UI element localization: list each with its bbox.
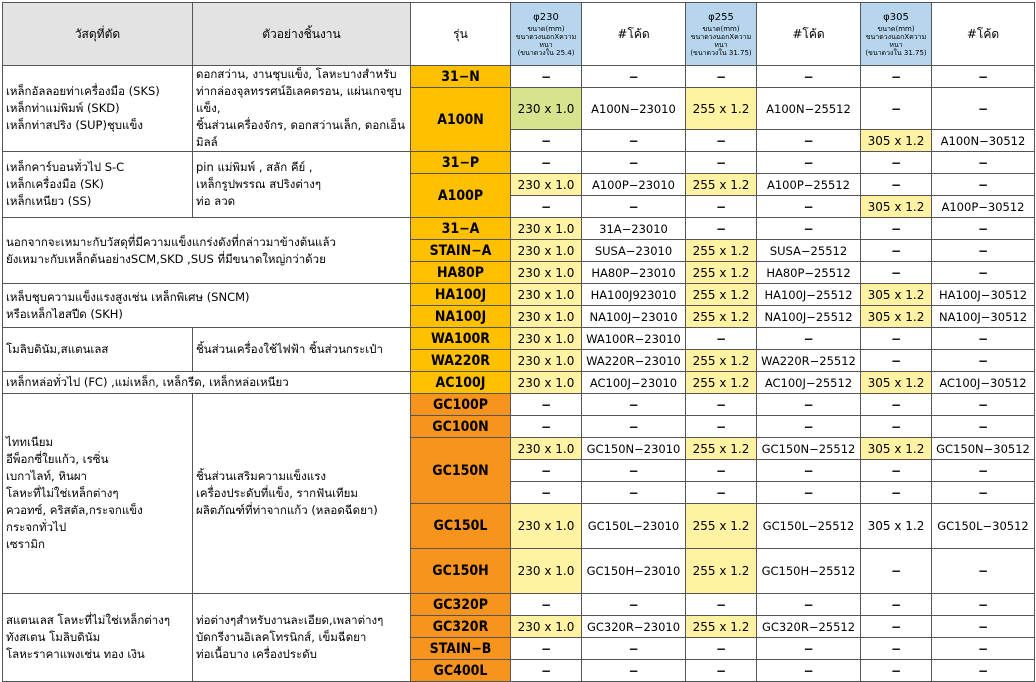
material-cell [3,66,193,152]
material-cell [3,328,193,372]
text-line: หรือเหล็กไฮสปีด (SKH) [6,306,123,321]
text-line: เซรามิก [6,537,45,551]
material-cell [3,372,411,394]
code-cell: AC100J−30512 [932,372,1035,394]
text-line: เหล็กอัลลอยท่าเครื่องมือ (SKS) [6,84,160,98]
code-cell: GC150N−30512 [932,438,1035,460]
size-cell: − [686,328,757,350]
model-cell: GC320P [411,594,511,616]
material-cell [3,152,193,218]
code-cell: NA100J−25512 [757,306,861,328]
code-cell: − [932,152,1035,174]
model-cell: GC150L [411,504,511,549]
size-cell: 255 x 1.2 [686,88,757,130]
size-cell: 230 x 1.0 [511,350,582,372]
code-cell: − [932,262,1035,284]
size-cell: − [861,416,932,438]
code-cell: A100N−25512 [757,88,861,130]
header-example: ตัวอย่างชิ้นงาน [193,3,411,66]
size-cell: − [686,416,757,438]
code-cell: − [757,130,861,152]
header-size-255 [686,3,757,66]
code-cell: − [932,328,1035,350]
text-line: เหล็กท่าสปริง (SUP)ชุบแข็ง [6,118,143,132]
size-cell: − [861,594,932,616]
text-line: โมลิบดินัม,สแตนเลส [6,342,109,356]
size-cell: 255 x 1.2 [686,262,757,284]
text-line: ไททเนียม [6,435,54,449]
header-size-230 [511,3,582,66]
code-cell: A100P−30512 [932,196,1035,218]
size-cell: − [861,218,932,240]
size-cell: − [861,88,932,130]
size-cell: − [686,660,757,682]
code-cell: − [932,482,1035,504]
code-cell: − [932,549,1035,594]
code-cell: GC150L−25512 [757,504,861,549]
code-cell: GC320R−25512 [757,616,861,638]
size-cell: − [511,416,582,438]
code-cell: − [582,394,686,416]
model-cell: A100P [411,174,511,218]
size-cell: 255 x 1.2 [686,284,757,306]
size-cell: 255 x 1.2 [686,174,757,196]
size-cell: 230 x 1.0 [511,372,582,394]
material-cell [3,594,193,682]
size-cell: 230 x 1.0 [511,174,582,196]
header-size-sub: ขนาดวงนอกXความหนา [515,33,577,49]
size-cell: 305 x 1.2 [861,438,932,460]
example-cell [193,594,411,682]
model-cell: GC320R [411,616,511,638]
size-cell: − [861,66,932,88]
size-cell: − [511,196,582,218]
model-cell: GC150N [411,438,511,504]
text-line: เหล็กท่าแม่พิมพ์ (SKD) [6,101,120,115]
text-line: ท่อต่างๆสำหรับงานละเอียด,เพลาต่างๆ [196,613,384,627]
code-cell: − [757,328,861,350]
text-line: นอกจากจะเหมาะกับวัสดุที่มีความแข็งแกร่งดังที่กล่าวมาข้างต้นแล้ว [6,234,336,249]
code-cell: HA80P−23010 [582,262,686,284]
text-line: ดอกสว่าน, งานชุบแข็ง, โลหะบางสำหรับ [196,67,397,81]
size-cell: 305 x 1.2 [861,504,932,549]
model-cell: GC100P [411,394,511,416]
table-row [3,328,1035,350]
size-cell: 230 x 1.0 [511,218,582,240]
size-cell: − [511,594,582,616]
size-cell: − [861,328,932,350]
model-cell: HA80P [411,262,511,284]
code-cell: − [932,416,1035,438]
code-cell: SUSA−25512 [757,240,861,262]
text-line: ท่ากล่องจุลทรรศน์อิเลคตรอน, แผ่นเกจชุบแข็ง, [196,84,402,115]
size-cell: − [861,482,932,504]
size-cell: 255 x 1.2 [686,616,757,638]
table-row [3,66,1035,88]
model-cell: HA100J [411,284,511,306]
code-cell: − [932,594,1035,616]
code-cell: − [757,66,861,88]
header-dia: φ230 [533,12,559,23]
table-body [3,66,1035,682]
text-line: ชิ้นส่วนเสริมความแข็งแรง [196,469,326,483]
header-code: #โค้ด [582,3,686,66]
code-cell: A100P−23010 [582,174,686,196]
code-cell: GC320R−23010 [582,616,686,638]
code-cell: − [932,660,1035,682]
text-line: เหล็บชุบความแข็งแรงสูงเช่น เหล็กพิเศษ (SNCM) [6,289,250,304]
size-cell: − [686,460,757,482]
header-material: วัสดุที่ตัด [3,3,193,66]
size-cell: − [511,130,582,152]
text-line: เหล็กหล่อทั่วไป (FC) ,แม่เหล็ก, เหล็กรีด, เหล็กหล่อเหนียว [6,375,289,389]
code-cell: − [757,196,861,218]
size-cell: 230 x 1.0 [511,549,582,594]
size-cell: 230 x 1.0 [511,328,582,350]
text-line: ยังเหมาะกับเหล็กต้นอย่างSCM,SKD ,SUS ที่มีขนาดใหญ่กว่าด้วย [6,251,326,266]
code-cell: SUSA−23010 [582,240,686,262]
code-cell: − [582,416,686,438]
header-bore: (ขนาดวงใน 31.75) [690,49,752,57]
text-line: เหล็กเหนียว (SS) [6,194,92,208]
model-cell: AC100J [411,372,511,394]
material-cell [3,284,411,328]
header-bore: (ขนาดวงใน 25.4) [517,49,575,57]
text-line: บัดกรีงานอิเลคโทรนิกส์, เข็มฉีดยา [196,630,367,644]
code-cell: AC100J−23010 [582,372,686,394]
code-cell: AC100J−25512 [757,372,861,394]
code-cell: A100N−30512 [932,130,1035,152]
size-cell: − [686,130,757,152]
header-size-label: ขนาด(mm) [702,25,740,33]
text-line: เหล็กคาร์บอนทั่วไป S-C [6,160,125,174]
text-line: ชิ้นส่วนเครื่องจักร, ดอกสว่านเล็ก, ดอกเอ็นมิลล์ [196,118,405,149]
model-cell: GC100N [411,416,511,438]
size-cell: − [686,152,757,174]
code-cell: − [932,88,1035,130]
size-cell: 255 x 1.2 [686,549,757,594]
model-cell: 31−A [411,218,511,240]
size-cell: − [861,350,932,372]
text-line: เครื่องประดับที่แข็ง, รากฟันเทียม [196,486,358,500]
size-cell: − [861,616,932,638]
code-cell: − [582,196,686,218]
size-cell: − [686,218,757,240]
code-cell: − [582,594,686,616]
material-cell [3,394,193,594]
text-line: โลหะราคาแพงเช่น ทอง เงิน [6,647,145,661]
code-cell: − [582,660,686,682]
code-cell: − [757,218,861,240]
code-cell: − [757,152,861,174]
size-cell: − [861,152,932,174]
code-cell: − [757,660,861,682]
code-cell: NA100J−23010 [582,306,686,328]
size-cell: 230 x 1.0 [511,88,582,130]
example-cell [193,152,411,218]
model-cell: A100N [411,88,511,152]
text-line: อีพ็อกซี่ใยแก้ว, เรซิ่น [6,452,109,466]
table-row [3,152,1035,174]
size-cell: 305 x 1.2 [861,372,932,394]
code-cell: HA100J−25512 [757,284,861,306]
example-cell [193,328,411,372]
text-line: ผลิตภัณฑ์ที่ท่าจากแก้ว (หลอดฉีดยา) [196,503,378,517]
size-cell: 305 x 1.2 [861,306,932,328]
size-cell: 230 x 1.0 [511,616,582,638]
size-cell: − [861,660,932,682]
text-line: ท่อเนื้อบาง เครื่องประดับ [196,647,317,661]
code-cell: − [582,66,686,88]
code-cell: − [932,240,1035,262]
code-cell: HA100J923010 [582,284,686,306]
size-cell: − [511,482,582,504]
model-cell: WA100R [411,328,511,350]
header-dia: φ305 [883,12,909,23]
size-cell: 255 x 1.2 [686,240,757,262]
size-cell: − [686,594,757,616]
code-cell: − [932,218,1035,240]
text-line: ชิ้นส่วนเครื่องใช้ไฟฟ้า ชิ้นส่วนกระเป๋า [196,342,383,356]
size-cell: − [861,460,932,482]
model-cell: 31−N [411,66,511,88]
size-cell: − [861,394,932,416]
code-cell: GC150L−30512 [932,504,1035,549]
size-cell: − [686,66,757,88]
code-cell: − [582,130,686,152]
model-cell: NA100J [411,306,511,328]
model-cell: GC150H [411,549,511,594]
header-code: #โค้ด [932,3,1035,66]
size-cell: − [861,240,932,262]
size-cell: − [861,638,932,660]
size-cell: 230 x 1.0 [511,284,582,306]
header-code: #โค้ด [757,3,861,66]
header-size-sub: ขนาดวงนอกXความหนา [865,33,927,49]
size-cell: 255 x 1.2 [686,350,757,372]
text-line: โลหะที่ไม่ใช่เหล็กต่างๆ [6,486,119,500]
size-cell: 255 x 1.2 [686,372,757,394]
size-cell: − [861,262,932,284]
size-cell: − [511,152,582,174]
size-cell: 230 x 1.0 [511,504,582,549]
code-cell: GC150L−23010 [582,504,686,549]
code-cell: WA220R−25512 [757,350,861,372]
size-cell: 255 x 1.2 [686,438,757,460]
size-cell: − [861,549,932,594]
header-dia: φ255 [708,12,734,23]
code-cell: GC150N−23010 [582,438,686,460]
size-cell: − [511,66,582,88]
size-cell: 230 x 1.0 [511,438,582,460]
code-cell: HA80P−25512 [757,262,861,284]
model-cell: STAIN−A [411,240,511,262]
header-bore: (ขนาดวงใน 31.75) [865,49,927,57]
header-size-sub: ขนาดวงนอกXความหนา [690,33,752,49]
size-cell: − [511,394,582,416]
size-cell: 255 x 1.2 [686,306,757,328]
text-line: ทังสเตน โมลิบดินัม [6,630,101,644]
size-cell: − [861,174,932,196]
text-line: เบกาไลท์, หินผา [6,469,88,483]
code-cell: − [582,482,686,504]
example-cell [193,66,411,152]
code-cell: A100N−23010 [582,88,686,130]
code-cell: − [932,394,1035,416]
text-line: เหล็กเครื่องมือ (SK) [6,177,104,191]
code-cell: − [932,460,1035,482]
table-row [3,218,1035,240]
size-cell: − [511,460,582,482]
code-cell: − [932,174,1035,196]
text-line: เหล็กรูปพรรณ สปริงต่างๆ [196,177,322,191]
code-cell: − [757,638,861,660]
size-cell: 255 x 1.2 [686,504,757,549]
text-line: สแตนเลส โลหะที่ไม่ใช่เหล็กต่างๆ [6,613,170,627]
code-cell: − [757,394,861,416]
size-cell: − [511,638,582,660]
text-line: กระจกทั่วไป [6,520,67,534]
code-cell: HA100J−30512 [932,284,1035,306]
table-row [3,394,1035,416]
table-row [3,594,1035,616]
code-cell: GC150H−25512 [757,549,861,594]
size-cell: − [686,638,757,660]
code-cell: − [932,350,1035,372]
header-model: รุ่น [411,3,511,66]
code-cell: WA100R−23010 [582,328,686,350]
text-line: ท่อ ลวด [196,194,236,208]
model-cell: WA220R [411,350,511,372]
header-size-305 [861,3,932,66]
size-cell: − [686,196,757,218]
table-row [3,284,1035,306]
size-cell: 305 x 1.2 [861,284,932,306]
header-size-label: ขนาด(mm) [527,25,565,33]
text-line: pin แม่พิมพ์ , สลัก คีย์ , [196,160,313,174]
example-cell [193,394,411,594]
code-cell: − [582,152,686,174]
code-cell: − [582,460,686,482]
size-cell: − [511,660,582,682]
code-cell: − [932,616,1035,638]
header-size-label: ขนาด(mm) [877,25,915,33]
model-cell: GC400L [411,660,511,682]
code-cell: − [932,66,1035,88]
code-cell: 31A−23010 [582,218,686,240]
code-cell: NA100J−30512 [932,306,1035,328]
text-line: ควอทซ์, คริสตัล,กระจกแข็ง [6,503,143,517]
code-cell: GC150H−23010 [582,549,686,594]
size-cell: 230 x 1.0 [511,240,582,262]
table-row [3,372,1035,394]
size-cell: 305 x 1.2 [861,196,932,218]
code-cell: − [582,638,686,660]
code-cell: − [757,594,861,616]
header-row [3,3,1035,66]
code-cell: WA220R−23010 [582,350,686,372]
model-cell: 31−P [411,152,511,174]
code-cell: − [757,460,861,482]
code-cell: − [757,416,861,438]
code-cell: − [757,482,861,504]
size-cell: 305 x 1.2 [861,130,932,152]
code-cell: GC150N−25512 [757,438,861,460]
model-cell: STAIN−B [411,638,511,660]
code-cell: A100P−25512 [757,174,861,196]
size-cell: 230 x 1.0 [511,262,582,284]
material-cell [3,218,411,284]
code-cell: − [932,638,1035,660]
size-cell: − [686,482,757,504]
grinding-wheel-spec-table [2,2,1035,682]
size-cell: − [686,394,757,416]
size-cell: 230 x 1.0 [511,306,582,328]
